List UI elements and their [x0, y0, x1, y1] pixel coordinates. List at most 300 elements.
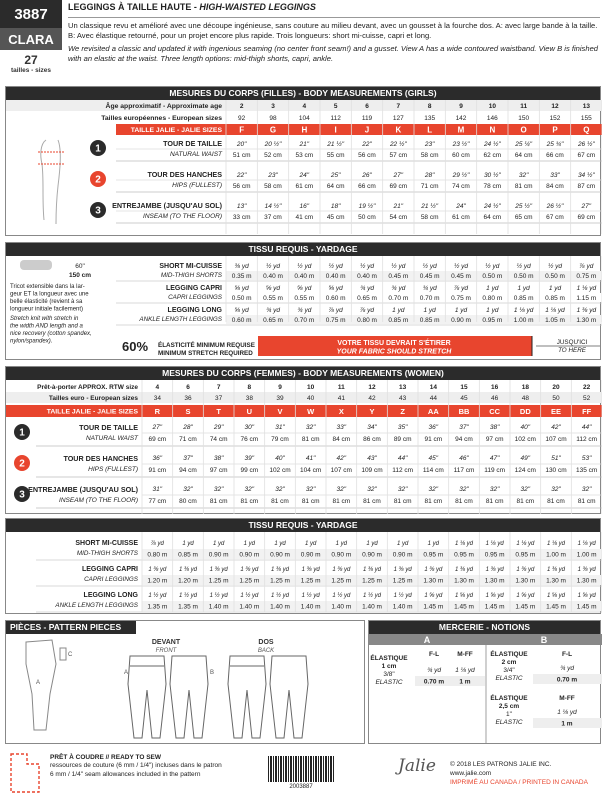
girls-in-cell: 25" [330, 172, 341, 179]
age-cell: 9 [459, 103, 463, 110]
women-in-cell: 32" [275, 486, 285, 493]
wy-m-cell: 1.40 m [300, 603, 321, 611]
girls-in-cell: 21 ½" [421, 203, 439, 210]
women-cm-cell: 102 cm [269, 467, 291, 474]
notions-grid [369, 634, 602, 744]
a-yd-1: ¾ yd [426, 667, 442, 674]
gy-yd-cell: 1 yd [454, 307, 468, 314]
women-in-cell: 28" [183, 424, 193, 431]
wy-m-cell: 1.25 m [331, 577, 352, 585]
notions-title: MERCERIE - NOTIONS [369, 621, 600, 634]
gy-yd-cell: 1 ⅛ yd [513, 307, 534, 314]
euro-cell: 152 [549, 115, 561, 122]
women-euro-cell: 46 [491, 395, 499, 402]
wy-yd-cell: 1 ⅛ yd [516, 541, 535, 547]
wy-yd-cell: 1 ½ yd [178, 593, 198, 599]
wy-yd-cell: 1 yd [212, 541, 225, 547]
girls-cm-cell: 55 cm [326, 152, 345, 159]
wy-row-en: MID-THIGH SHORTS [76, 550, 138, 557]
euro-cell: 127 [392, 115, 404, 122]
fabric-fr-line: longueur initiale facilement) [10, 306, 84, 313]
b2-width-cm: 2,5 cm [498, 703, 520, 710]
ready-to-sew-icon [5, 750, 45, 796]
b2-size: M-FF [559, 695, 575, 702]
barcode [268, 756, 334, 782]
women-in-cell: 40" [275, 455, 285, 462]
women-in-cell: 43" [367, 455, 377, 462]
fabric-fr-line: belle élasticité (revient à sa [10, 299, 83, 305]
gy-yd-cell: ¾ yd [391, 285, 406, 292]
girls-cm-cell: 57 cm [389, 152, 408, 159]
girls-in-cell: 23" [424, 141, 435, 148]
women-row-2-num: 2 [19, 458, 25, 470]
girls-row-1-num: 1 [95, 143, 101, 155]
wy-m-cell: 1.20 m [147, 577, 168, 585]
euro-cell: 150 [518, 115, 530, 122]
women-in-cell: 42" [551, 424, 561, 431]
wy-m-cell: 0.90 m [392, 551, 413, 559]
girls-grid [6, 100, 602, 237]
girls-measurements [5, 86, 601, 236]
women-in-cell: 32" [551, 486, 561, 493]
women-cm-cell: 104 cm [300, 467, 322, 474]
women-euro-cell: 40 [307, 395, 315, 402]
women-in-cell: 45" [428, 455, 439, 462]
wy-yd-cell: 1 ⅝ yd [516, 593, 535, 599]
wy-yd-cell: 1 ⅜ yd [270, 567, 290, 573]
women-euro-cell: 42 [368, 395, 376, 402]
gy-yd-cell: 1 ⅛ yd [576, 285, 597, 292]
front-label: FRONT [155, 648, 177, 654]
girls-cm-cell: 74 cm [452, 183, 470, 190]
gy-yd-cell: ½ yd [453, 263, 469, 270]
stretch-pct: 60% [122, 339, 149, 354]
wy-m-cell: 1.45 m [484, 603, 505, 611]
wy-yd-cell: 1 ⅝ yd [454, 593, 474, 599]
women-cm-cell: 107 cm [545, 436, 567, 443]
wy-yd-cell: 1 ⅜ yd [301, 567, 320, 573]
women-in-cell: 32" [581, 486, 592, 493]
girls-in-cell: 23 ½" [452, 141, 470, 148]
girls-row-fr: ENTREJAMBE (JUSQU'AU SOL) [112, 201, 222, 210]
gy-yd-cell: ½ yd [547, 263, 563, 270]
jalie-cell: K [395, 125, 402, 135]
gy-yd-cell: ¾ yd [359, 285, 375, 292]
women-in-cell: 47" [489, 455, 500, 462]
wy-m-cell: 1.35 m [147, 603, 168, 611]
wy-yd-cell: 1 ⅜ yd [148, 567, 167, 573]
printed-in-canada: IMPRIMÉ AU CANADA / PRINTED IN CANADA [450, 779, 588, 787]
girls-cm-cell: 52 cm [264, 152, 282, 159]
girls-in-cell: 27" [581, 203, 592, 210]
header [0, 0, 605, 78]
jalie-logo: Jalie [398, 756, 436, 776]
gy-yd-cell: 1 yd [486, 307, 499, 314]
girls-in-cell: 18" [330, 203, 341, 210]
women-in-cell: 32" [489, 486, 500, 493]
age-cell: 11 [520, 103, 528, 110]
wy-yd-cell: 1 ⅜ yd [178, 567, 198, 573]
women-row-fr: ENTREJAMBE (JUSQU'AU SOL) [28, 485, 138, 494]
gy-m-cell: 0.95 m [482, 317, 503, 324]
girls-cm-cell: 67 cm [546, 214, 564, 221]
women-in-cell: 32" [367, 486, 377, 493]
wy-yd-cell: 1 ½ yd [240, 593, 259, 599]
gy-m-cell: 1.00 m [513, 317, 534, 324]
women-row-fr: TOUR DE TAILLE [79, 423, 138, 432]
wy-m-cell: 1.30 m [546, 577, 566, 585]
rtw-cell: 15 [460, 384, 468, 391]
girls-in-cell: 25 ¼" [515, 141, 533, 148]
devant-label: DEVANT [151, 639, 181, 646]
jalie-cell: L [427, 125, 433, 135]
wy-m-cell: 1.45 m [576, 603, 597, 611]
fabric-roll-icon [20, 260, 52, 270]
jalie-cell: N [489, 125, 496, 135]
women-cm-cell: 114 cm [422, 467, 444, 474]
wy-m-cell: 0.80 m [147, 551, 168, 559]
b1-elastic-en: ELASTIC [495, 675, 523, 682]
women-in-cell: 42" [336, 455, 347, 462]
girls-cm-cell: 60 cm [452, 152, 470, 159]
girls-in-cell: 33" [550, 172, 560, 179]
copyright: © 2018 LES PATRONS JALIE INC. [450, 761, 552, 768]
b2-yd: 1 ⅛ yd [557, 709, 577, 716]
wy-m-cell: 1.30 m [484, 577, 505, 585]
gy-m-cell: 0.60 m [231, 317, 252, 324]
jalie-cell: J [364, 125, 370, 135]
gy-m-cell: 0.45 m [419, 273, 440, 280]
rtw-cell: 22 [583, 384, 591, 391]
women-in-cell: 49" [520, 455, 531, 462]
wy-m-cell: 0.90 m [300, 551, 321, 559]
women-cm-cell: 81 cm [240, 498, 259, 505]
girls-cm-cell: 41 cm [295, 214, 314, 221]
rtw-cell: 12 [368, 384, 376, 391]
size-count [0, 50, 62, 78]
gy-m-cell: 0.85 m [545, 295, 565, 302]
gy-m-cell: 1.30 m [576, 317, 597, 324]
b2-width-in: 1" [506, 711, 512, 718]
wy-m-cell: 1.30 m [515, 577, 536, 585]
description-fr: Un classique revu et amélioré avec une découpe ingénieuse, sans couture au milieu devant, avec un gousset à la fourche dos. A: avec large bande à la taille. B: Avec élastique retourné, pour un projet encore plus rapide. Trois longueurs: short mi-cuisse, capri et long. [68, 20, 598, 40]
notions-col-a: A [423, 635, 431, 645]
women-cm-cell: 81 cm [363, 498, 381, 505]
women-row-fr: TOUR DES HANCHES [63, 454, 138, 463]
girls-in-cell: 20" [236, 141, 247, 148]
b2-elastic-label: ÉLASTIQUE [490, 695, 528, 702]
gy-m-cell: 0.90 m [451, 317, 471, 324]
sa-fr: ressources de couture (6 mm / 1/4") incluses dans le patron [50, 762, 222, 770]
women-in-cell: 44" [581, 424, 592, 431]
gy-m-cell: 0.60 m [325, 295, 346, 302]
to-here-en: TO HERE [558, 347, 586, 354]
dos-label: DOS [258, 639, 274, 646]
wy-yd-cell: 1 yd [243, 541, 256, 547]
girls-cm-cell: 64 cm [326, 183, 345, 190]
gy-yd-cell: ½ yd [391, 263, 406, 270]
gy-yd-cell: ½ yd [265, 263, 281, 270]
women-cm-cell: 109 cm [361, 467, 383, 474]
age-cell: 3 [271, 103, 275, 110]
gy-yd-cell: ½ yd [328, 263, 343, 270]
wy-yd-cell: 1 yd [335, 541, 348, 547]
girls-cm-cell: 58 cm [420, 152, 439, 159]
girls-cm-cell: 62 cm [483, 152, 502, 159]
girls-cm-cell: 66 cm [546, 152, 564, 159]
wy-m-cell: 0.85 m [178, 551, 198, 559]
jalie-cell: Q [583, 125, 590, 135]
gy-m-cell: 0.50 m [513, 273, 534, 280]
wy-yd-cell: 1 yd [396, 541, 409, 547]
girls-in-cell: 16" [299, 203, 310, 210]
girls-in-cell: 24 ½" [483, 203, 501, 210]
pattern-code: 3887 [0, 0, 62, 28]
women-cm-cell: 107 cm [330, 467, 352, 474]
girls-cm-cell: 78 cm [483, 183, 502, 190]
gy-yd-cell: ⅞ yd [579, 263, 594, 270]
rtw-cell: 20 [552, 384, 560, 391]
b1-width-cm: 2 cm [501, 659, 517, 666]
women-euro-cell: 37 [215, 395, 223, 402]
women-yardage-title: TISSU REQUIS - YARDAGE [6, 519, 600, 532]
girls-cm-cell: 67 cm [577, 152, 596, 159]
b2-m: 1 m [561, 720, 573, 728]
gy-m-cell: 0.55 m [294, 295, 315, 302]
age-cell: 5 [333, 103, 338, 110]
stretch-fr: ÉLASTICITÉ MINIMUM REQUISE [158, 342, 255, 349]
girls-cm-cell: 71 cm [420, 183, 439, 190]
wy-m-cell: 1.25 m [392, 577, 413, 585]
notions-col-b: B [540, 635, 548, 645]
age-cell: 6 [365, 103, 369, 110]
girls-in-cell: 25 ½" [515, 203, 533, 210]
women-jalie-cell: BB [458, 407, 470, 416]
women-cm-cell: 81 cm [393, 498, 412, 505]
wy-yd-cell: 1 ½ yd [209, 593, 228, 599]
women-jalie-cell: AA [427, 407, 439, 416]
women-cm-cell: 94 cm [455, 436, 473, 443]
women-cm-cell: 77 cm [148, 498, 167, 505]
girls-cm-cell: 58 cm [420, 214, 439, 221]
girls-cm-cell: 61 cm [452, 214, 470, 221]
girls-cm-cell: 64 cm [514, 152, 533, 159]
to-here-fr: JUSQU'ICI [556, 339, 588, 346]
a-m-1: 0.70 m [423, 678, 445, 686]
b1-yd: ¾ yd [559, 665, 575, 672]
women-euro-cell: 44 [429, 395, 437, 402]
gy-yd-cell: ⅝ yd [234, 285, 249, 292]
euro-cell: 119 [361, 115, 373, 122]
gy-yd-cell: 1 yd [486, 285, 499, 292]
wy-m-cell: 1.45 m [546, 603, 566, 611]
women-in-cell: 32" [520, 486, 531, 493]
euro-cell: 142 [455, 115, 467, 122]
pattern-piece-a-shape [26, 640, 56, 730]
wy-m-cell: 1.35 m [178, 603, 198, 611]
girls-in-cell: 22" [362, 141, 372, 148]
gy-yd-cell: ⅞ yd [453, 285, 469, 292]
age-cell: 4 [302, 103, 307, 110]
girls-in-cell: 14 ½" [264, 203, 282, 210]
girls-cm-cell: 84 cm [546, 183, 564, 190]
women-in-cell: 40" [520, 424, 531, 431]
girls-in-cell: 24 ½" [483, 141, 501, 148]
girls-in-cell: 22" [236, 172, 247, 179]
pattern-name: CLARA [0, 28, 62, 50]
size-count-number: 27 [24, 53, 38, 67]
women-in-cell: 38" [489, 424, 500, 431]
fabric-en-line: the width AND length and a [10, 323, 83, 330]
wy-yd-cell: 1 ⅜ yd [332, 567, 351, 573]
women-cm-cell: 117 cm [453, 467, 475, 474]
gy-m-cell: 0.45 m [388, 273, 409, 280]
girls-cm-cell: 54 cm [389, 214, 408, 221]
jalie-cell: F [239, 125, 245, 135]
girls-in-cell: 21" [299, 141, 310, 148]
wy-yd-cell: 1 ⅛ yd [546, 541, 566, 547]
girls-cm-cell: 58 cm [264, 183, 282, 190]
gy-m-cell: 0.75 m [576, 273, 597, 280]
rtw-label-text: Prêt-à-porter APPROX. RTW size [37, 384, 138, 391]
women-cm-cell: 86 cm [363, 436, 381, 443]
wy-yd-cell: 1 yd [427, 541, 440, 547]
wy-m-cell: 1.40 m [331, 603, 352, 611]
women-jalie-cell: V [277, 407, 283, 416]
girls-in-cell: 26" [362, 172, 372, 179]
women-jalie-cell: R [154, 407, 161, 416]
wy-yd-cell: 1 ⅜ yd [362, 567, 382, 573]
wy-m-cell: 1.30 m [576, 577, 597, 585]
women-in-cell: 37" [183, 455, 193, 462]
women-title: MESURES DU CORPS (FEMMES) - BODY MEASUREMENTS (WOMEN) [6, 367, 600, 380]
gy-row-en: MID-THIGH SHORTS [160, 272, 222, 279]
women-cm-cell: 71 cm [179, 436, 197, 443]
gy-m-cell: 0.40 m [325, 273, 346, 280]
wy-yd-cell: 1 ½ yd [393, 593, 412, 599]
pattern-pieces [5, 620, 365, 744]
rtw-cell: 10 [307, 384, 315, 391]
women-euro-cell: 50 [552, 395, 560, 402]
women-cm-cell: 81 cm [485, 498, 504, 505]
women-cm-cell: 76 cm [240, 436, 259, 443]
girls-yardage [5, 242, 601, 360]
size-count-label: tailles - sizes [10, 67, 52, 74]
gy-yd-cell: ¾ yd [265, 307, 281, 314]
gy-yd-cell: 1 yd [392, 307, 405, 314]
wy-m-cell: 1.00 m [576, 551, 597, 559]
women-row-en: NATURAL WAIST [85, 435, 138, 442]
girls-in-cell: 22 ½" [389, 141, 407, 148]
women-jalie-cell: S [185, 407, 191, 416]
gy-row-fr: SHORT MI-CUISSE [159, 263, 222, 270]
women-cm-cell: 89 cm [393, 436, 412, 443]
girls-cm-cell: 69 cm [577, 214, 596, 221]
jalie-cell: O [520, 125, 527, 135]
gy-yd-cell: 1 yd [517, 285, 530, 292]
women-euro-cell: 45 [460, 395, 468, 402]
wy-m-cell: 1.25 m [239, 577, 260, 585]
girls-row-en: INSEAM (TO THE FLOOR) [143, 213, 222, 220]
girls-in-cell: 28" [424, 172, 435, 179]
women-in-cell: 32" [459, 486, 469, 493]
stretch-bar-en: YOUR FABRIC SHOULD STRETCH [336, 348, 452, 356]
girls-cm-cell: 65 cm [514, 214, 533, 221]
wy-m-cell: 1.30 m [423, 577, 444, 585]
women-cm-cell: 99 cm [240, 467, 259, 474]
age-cell: 8 [427, 103, 432, 110]
b2-elastic-en: ELASTIC [495, 719, 523, 726]
women-cm-cell: 81 cm [455, 498, 473, 505]
women-in-cell: 32" [244, 486, 255, 493]
women-jalie-cell: Y [369, 407, 375, 416]
jalie-cell: G [269, 125, 277, 135]
women-cm-cell: 91 cm [424, 436, 443, 443]
wy-yd-cell: 1 ⅜ yd [240, 567, 259, 573]
women-in-cell: 34" [367, 424, 377, 431]
girls-in-cell: 20 ½" [264, 141, 282, 148]
women-jalie-cell: U [246, 407, 253, 416]
wy-m-cell: 0.95 m [515, 551, 536, 559]
girls-in-cell: 25 ¾" [546, 141, 564, 148]
women-euro-cell: 52 [583, 395, 591, 402]
piece-label-c: C [68, 652, 73, 658]
women-euro-cell: 48 [521, 395, 529, 402]
women-cm-cell: 81 cm [424, 498, 443, 505]
women-in-cell: 41" [305, 455, 316, 462]
ready-en: READY TO SEW [111, 754, 162, 761]
gy-yd-cell: ½ yd [422, 263, 437, 270]
women-jalie-cell: X [338, 407, 344, 416]
women-euro-cell: 41 [337, 395, 345, 402]
women-in-cell: 29" [213, 424, 224, 431]
girls-cm-cell: 56 cm [358, 152, 376, 159]
girls-cm-cell: 66 cm [358, 183, 376, 190]
girls-row-3-num: 3 [95, 205, 101, 217]
jalie-label-text: TAILLE JALIE - JALIE SIZES [130, 127, 222, 134]
gy-m-cell: 0.85 m [388, 317, 409, 324]
euro-cell: 146 [486, 115, 498, 122]
a-elastic-en: ELASTIC [375, 679, 403, 686]
wy-yd-cell: 1 ½ yd [301, 593, 320, 599]
wy-m-cell: 1.45 m [423, 603, 444, 611]
women-in-cell: 32" [183, 486, 193, 493]
women-jalie-cell: CC [489, 407, 501, 416]
wy-yd-cell: 1 ½ yd [148, 593, 167, 599]
gy-m-cell: 0.40 m [294, 273, 315, 280]
footer [0, 748, 605, 800]
back-label: BACK [257, 648, 275, 654]
girls-in-cell: 21 ½" [327, 141, 345, 148]
rtw-cell: 8 [247, 384, 252, 391]
description-en: We revisited a classic and updated it with ingenious seaming (no center front seam!) and a gusset. View A has a wide contoured waistband. View B is finished with an elastic at the waist. Three length options: mid-thigh shorts, capri, ankle. [68, 43, 599, 63]
women-cm-cell: 84 cm [332, 436, 351, 443]
girls-in-cell: 24" [299, 172, 310, 179]
women-cm-cell: 74 cm [209, 436, 228, 443]
leggings-back-b [270, 656, 308, 738]
wy-yd-cell: 1 ⅝ yd [424, 593, 443, 599]
women-jalie-cell: Z [400, 407, 405, 416]
girls-in-cell: 26 ½" [546, 203, 564, 210]
age-cell: 7 [396, 103, 401, 110]
wy-yd-cell: 1 ⅝ yd [485, 593, 504, 599]
rtw-cell: 7 [216, 384, 221, 391]
wy-m-cell: 0.90 m [270, 551, 290, 559]
women-cm-cell: 97 cm [209, 467, 228, 474]
rtw-cell: 18 [521, 384, 529, 391]
wy-row-fr: LEGGING LONG [83, 592, 138, 599]
jalie-cell: P [552, 125, 558, 135]
